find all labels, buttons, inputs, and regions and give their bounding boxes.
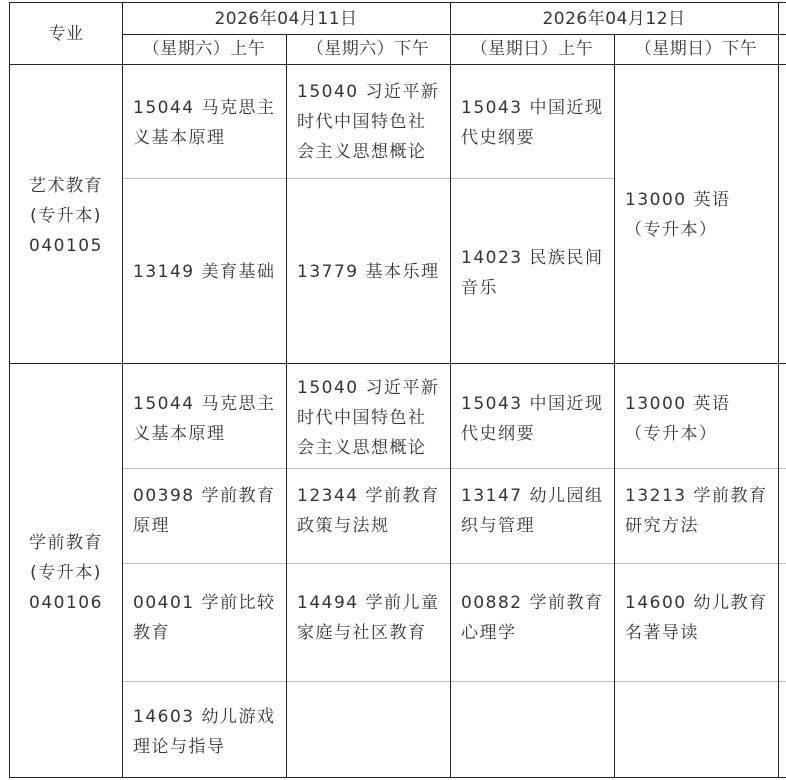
course-cell: 00398 学前教育 原理 bbox=[133, 486, 276, 536]
course-cell: 13213 学前教育 研究方法 bbox=[625, 486, 768, 536]
major-column-header: 专业 bbox=[48, 24, 84, 44]
course-cell: 15043 中国近现 代史纲要 bbox=[461, 394, 604, 444]
course-cell: 13149 美育基础 bbox=[133, 262, 276, 282]
row-divider bbox=[450, 178, 614, 179]
major-name-preschool: 学前教育 (专升本) 040106 bbox=[29, 533, 103, 613]
course-cell: 14600 幼儿教育 名著导读 bbox=[625, 593, 768, 643]
course-cell: 13779 基本乐理 bbox=[297, 262, 440, 282]
course-cell: 15044 马克思主 义基本原理 bbox=[133, 394, 276, 444]
course-cell: 14023 民族民间 音乐 bbox=[461, 248, 604, 298]
session-header-sat-am: （星期六）上午 bbox=[142, 39, 266, 59]
course-cell: 13147 幼儿园组 织与管理 bbox=[461, 486, 604, 536]
major-name-art: 艺术教育 (专升本) 040105 bbox=[29, 176, 103, 256]
column-divider-major bbox=[122, 2, 123, 778]
table-left-border bbox=[9, 2, 10, 778]
date-header-1: 2026年04月11日 bbox=[214, 9, 358, 29]
session-header-sat-pm: （星期六）下午 bbox=[306, 39, 430, 59]
column-divider-day bbox=[450, 2, 451, 778]
course-cell: 00401 学前比较 教育 bbox=[133, 593, 276, 643]
course-cell: 15043 中国近现 代史纲要 bbox=[461, 98, 604, 148]
major-group-divider bbox=[10, 363, 786, 364]
course-cell: 14494 学前儿童 家庭与社区教育 bbox=[297, 593, 440, 643]
session-header-sun-pm: （星期日）下午 bbox=[634, 39, 758, 59]
course-cell: 13000 英语 （专升本） bbox=[625, 394, 731, 444]
course-cell: 15040 习近平新 时代中国特色社 会主义思想概论 bbox=[297, 82, 440, 162]
date-header-2: 2026年04月12日 bbox=[542, 9, 686, 29]
course-cell: 14603 幼儿游戏 理论与指导 bbox=[133, 707, 276, 757]
course-cell: 15040 习近平新 时代中国特色社 会主义思想概论 bbox=[297, 378, 440, 458]
table-bottom-border bbox=[10, 777, 786, 778]
course-cell: 15044 马克思主 义基本原理 bbox=[133, 98, 276, 148]
header-bottom-border bbox=[10, 64, 786, 65]
row-divider bbox=[122, 681, 786, 682]
table-right-edge bbox=[778, 2, 779, 778]
course-cell: 12344 学前教育 政策与法规 bbox=[297, 486, 440, 536]
course-cell: 00882 学前教育 心理学 bbox=[461, 593, 604, 643]
column-divider-sat-mid bbox=[286, 34, 287, 778]
session-header-sun-am: （星期日）上午 bbox=[470, 39, 594, 59]
column-divider-sun-mid bbox=[614, 34, 615, 778]
row-divider bbox=[122, 563, 786, 564]
course-cell: 13000 英语 （专升本） bbox=[625, 190, 731, 240]
row-divider bbox=[122, 468, 786, 469]
table-top-border bbox=[10, 2, 786, 3]
